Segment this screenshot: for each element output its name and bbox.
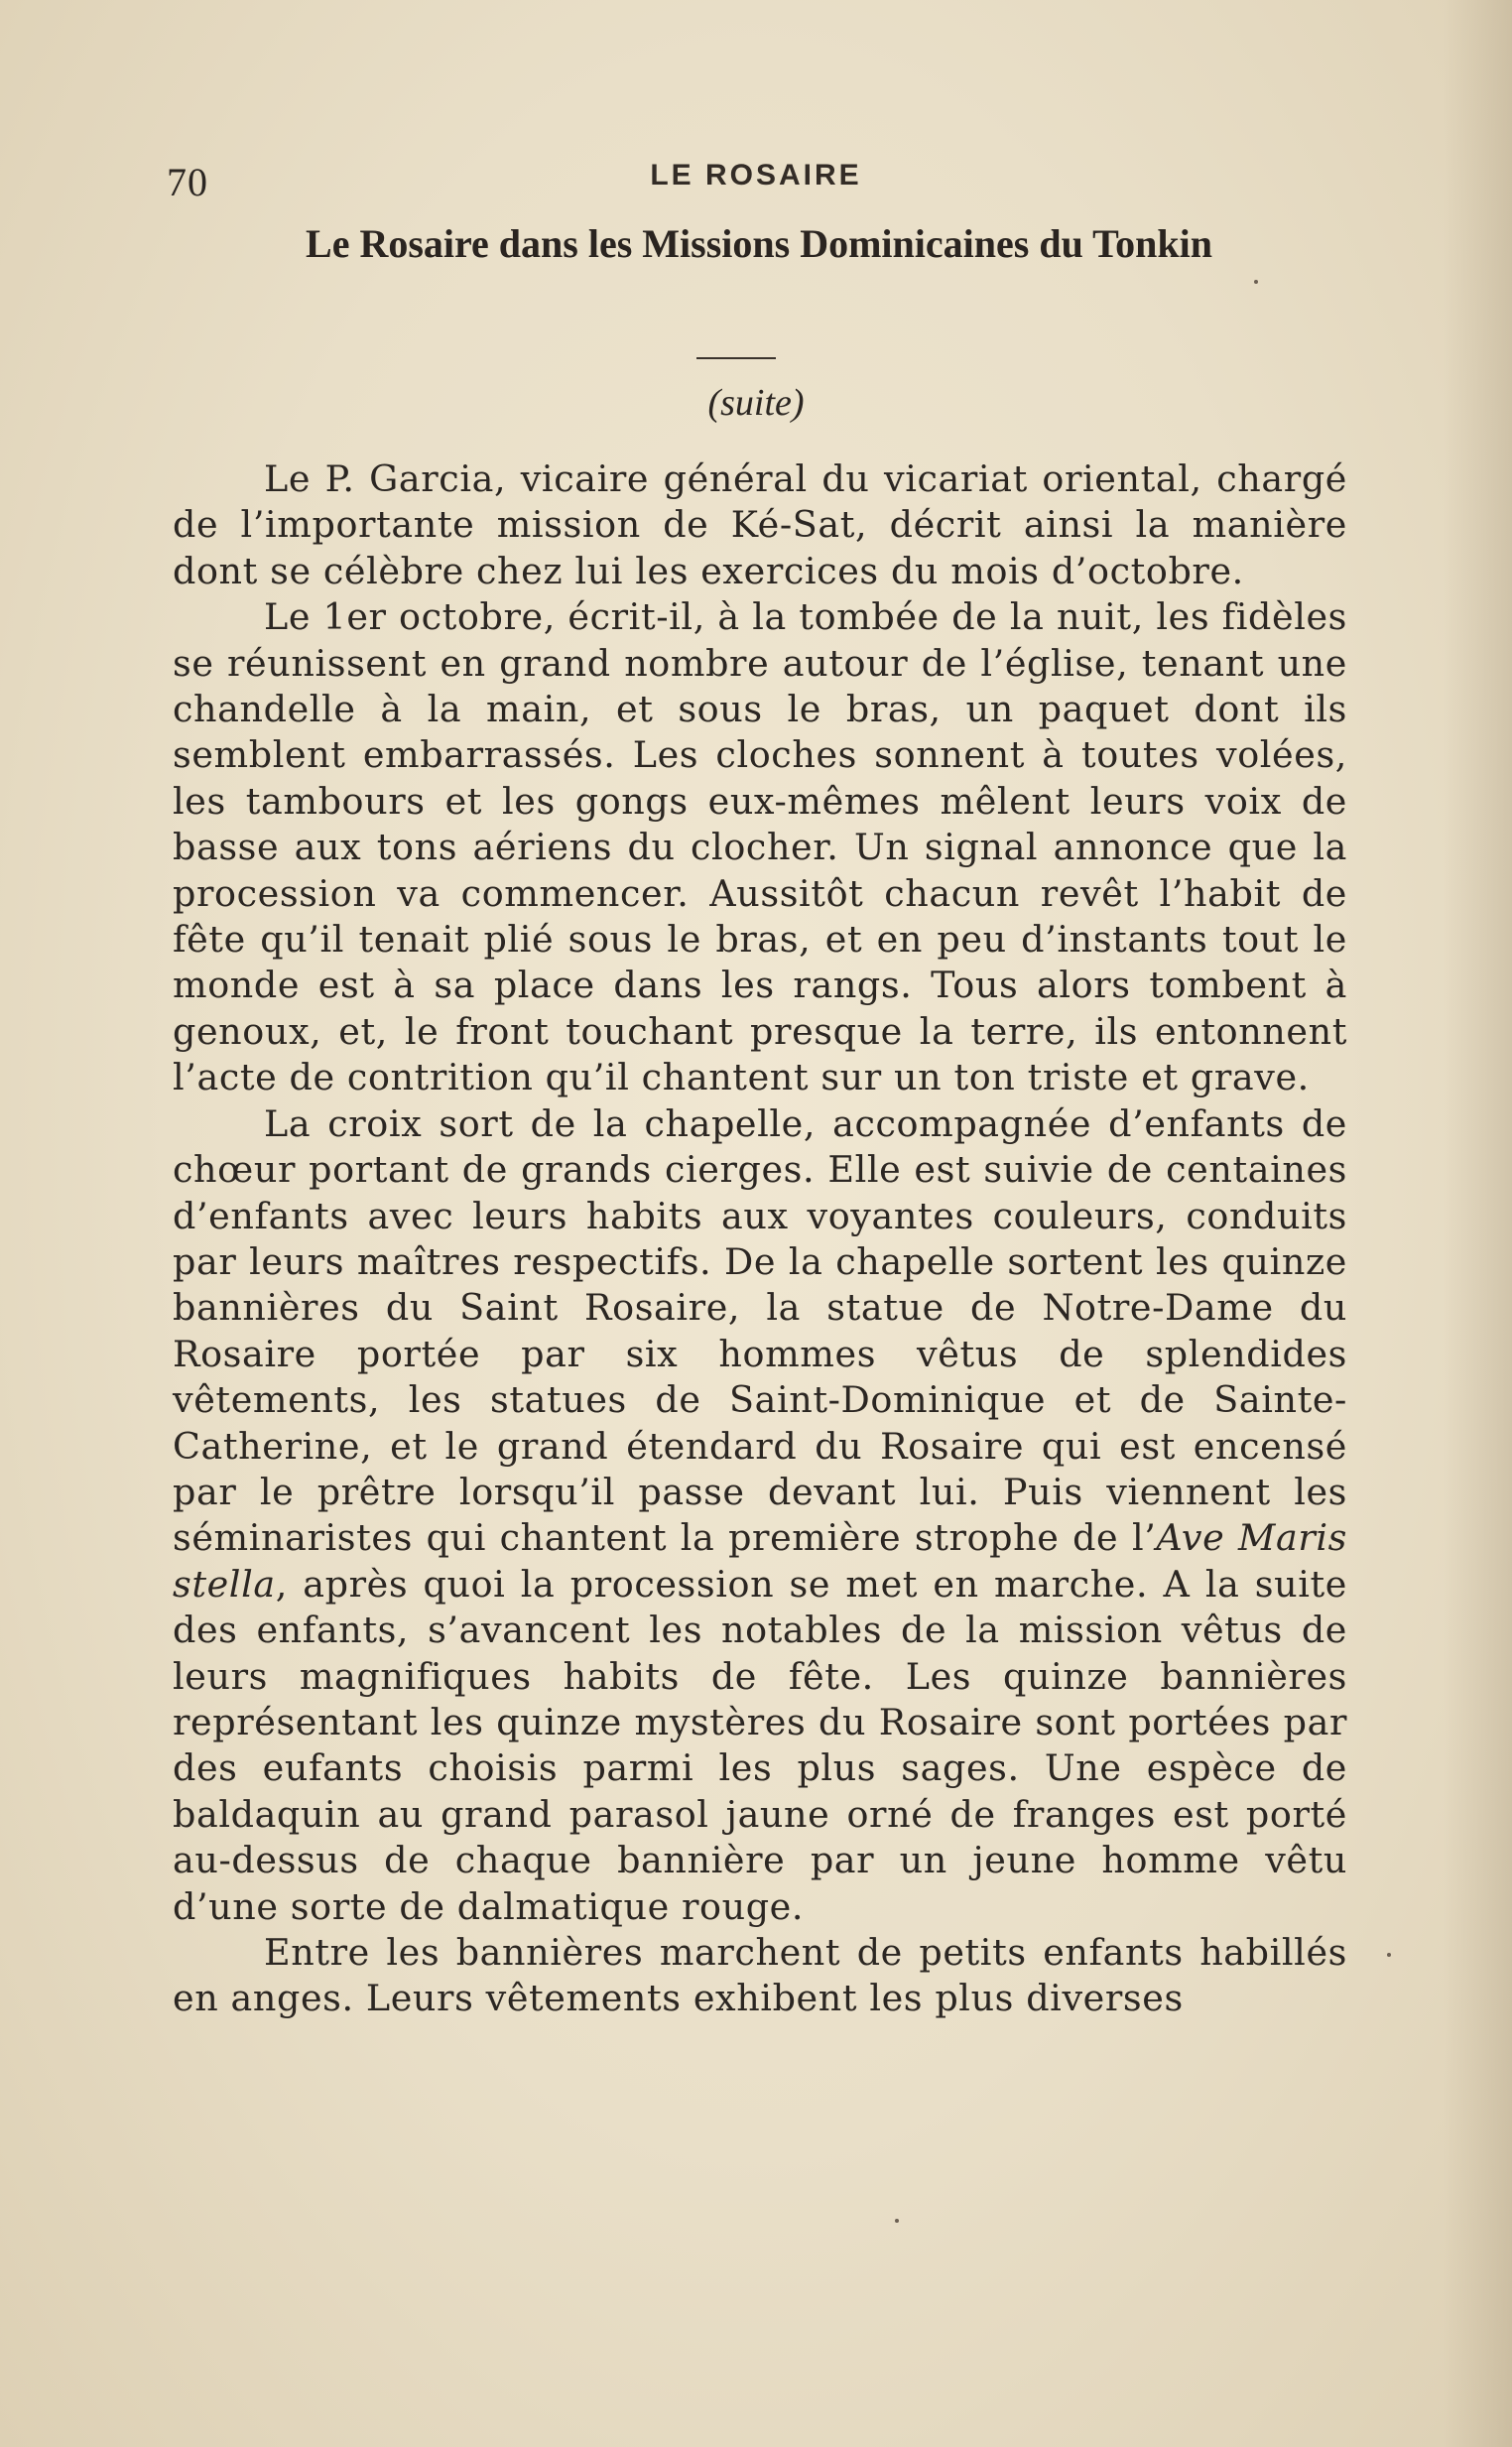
article-title: Le Rosaire dans les Missions Dominicaines du Tonkin	[306, 221, 1212, 266]
paper-speck	[1254, 280, 1258, 284]
article-body	[173, 456, 1347, 2022]
hymn-title: Ave Maris stella	[173, 1516, 1347, 1606]
paragraph: Le P. Garcia, vicaire général du vicariat oriental, chargé de l’importante mission de Ké-Sat, décrit ainsi la manière dont se célèbre chez lui les exercices du mois d’octobre.	[173, 457, 1347, 592]
paragraph: Le 1er octobre, écrit-il, à la tombée de la nuit, les fidèles se réunissent en grand nombre autour de l’église, tenant une chandelle à la main, et sous le bras, un paquet dont ils semblent embarrassés. Les cloches sonnent à toutes volées, les tambours et les gongs eux-mêmes mêlent leurs voix de basse aux tons aériens du clocher. Un signal annonce que la procession va commencer. Aussitôt chacun revêt l’habit de fête qu’il tenait plié sous le bras, et en peu d’instants tout le monde est à sa place dans les rangs. Tous alors tombent à genoux, et, le front touchant presque la terre, ils entonnent l’acte de contrition qu’il chantent sur un ton triste et grave.	[173, 595, 1347, 1099]
article-subtitle: (suite)	[707, 382, 805, 424]
page-edge-shadow	[1443, 0, 1512, 2447]
paragraph: Entre les bannières marchent de petits enfants habillés en anges. Leurs vêtements exhibent les plus diverses	[173, 1931, 1347, 2020]
paragraph-text: , après quoi la procession se met en marche. A la suite des enfants, s’avancent les notables de la mission vêtus de leurs magnifiques habits de fête. Les quinze bannières représentant les quinze mystères du Rosaire sont portées par des eufants choisis parmi les plus sages. Une espèce de baldaquin au grand parasol jaune orné de franges est porté au-dessus de chaque bannière par un jeune homme vêtu d’une sorte de dalmatique rouge.	[173, 1562, 1347, 1928]
paragraph-text: La croix sort de la chapelle, accompagnée d’enfants de chœur portant de grands cierges. Elle est suivie de centaines d’enfants avec leurs habits aux voyantes couleurs, conduits par leurs maîtres respectifs. De la chapelle sortent les quinze bannières du Saint Rosaire, la statue de Notre-Dame du Rosaire portée par six hommes vêtus de splendides vêtements, les statues de Saint-Dominique et de Sainte-Catherine, et le grand étendard du Rosaire qui est encensé par le prêtre lorsqu’il passe devant lui. Puis viennent les séminaristes qui chantent la première strophe de l’	[173, 1101, 1347, 1560]
paragraph	[173, 1101, 1347, 1930]
paper-speck	[895, 2219, 899, 2223]
page-number: 70	[167, 160, 208, 204]
paper-speck	[1387, 1953, 1391, 1957]
title-divider	[696, 357, 776, 359]
running-head: LE ROSAIRE	[650, 159, 862, 192]
